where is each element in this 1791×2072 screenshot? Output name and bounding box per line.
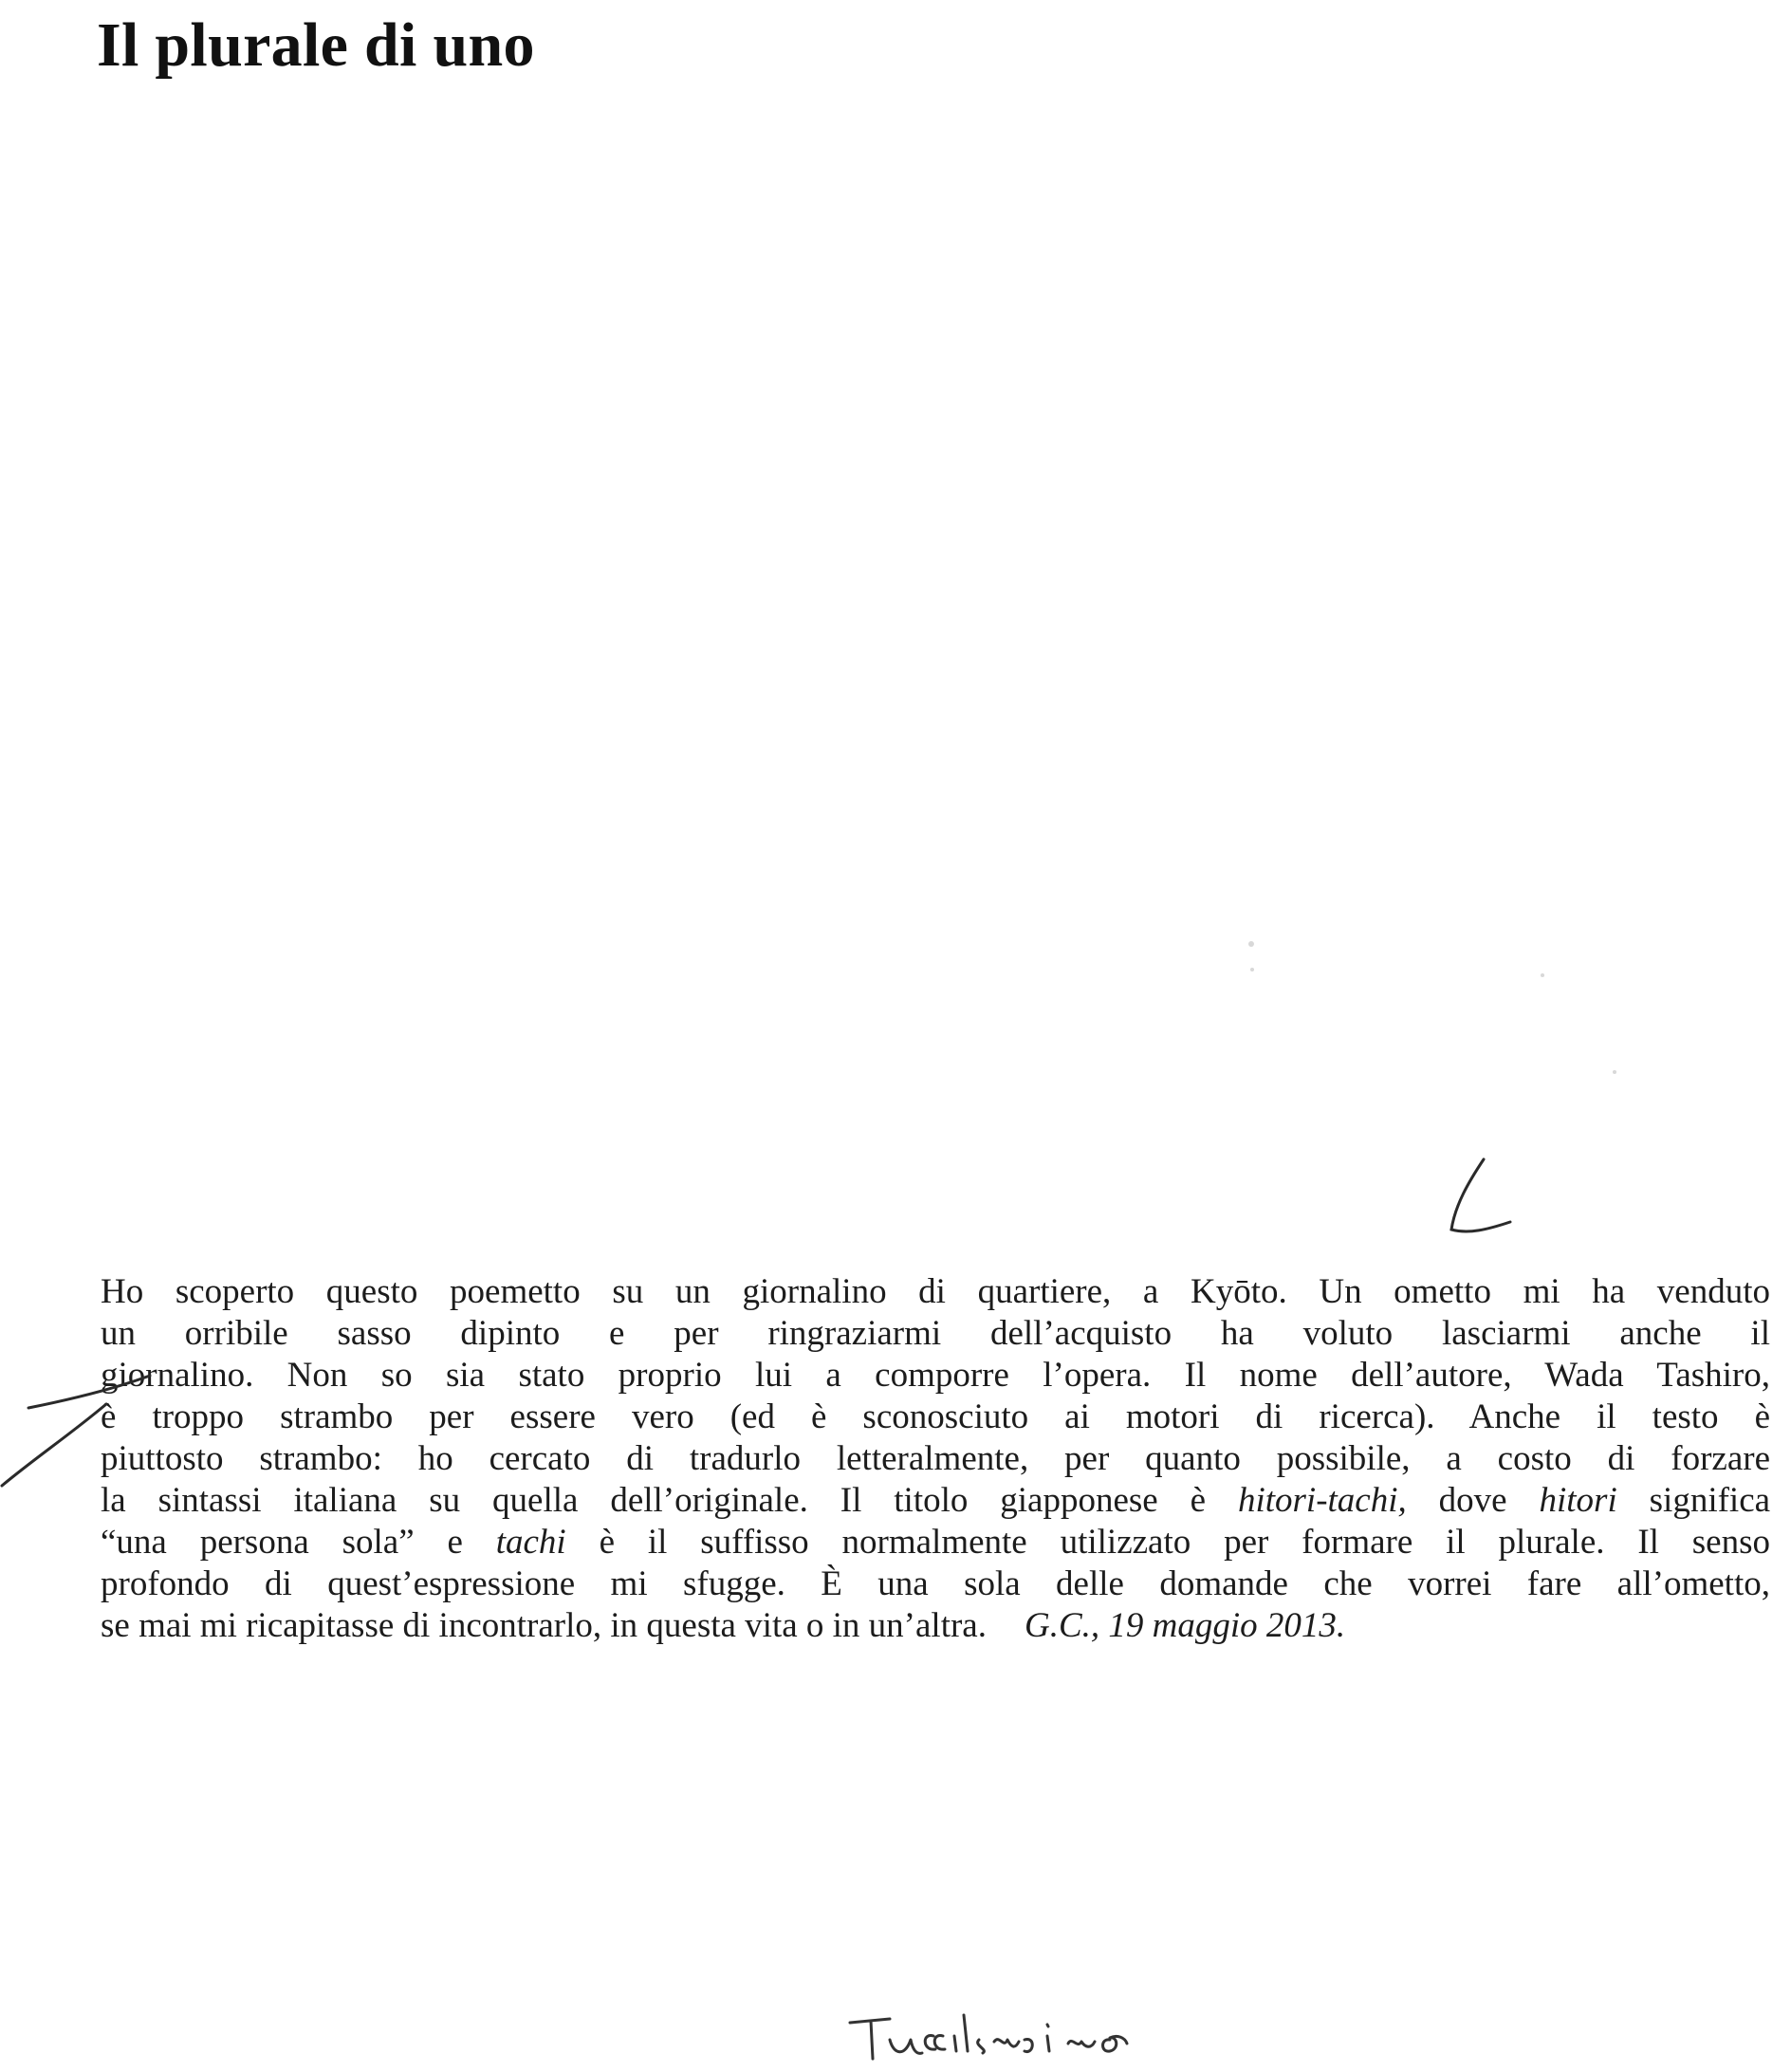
paragraph-line-6	[101, 1480, 1770, 1522]
paragraph-line-2: un orribile sasso dipinto e per ringraziarmi dell’acquisto ha voluto lasciarmi anche il	[101, 1314, 1770, 1353]
paragraph-line-9	[101, 1605, 1770, 1647]
term-hitori-tachi: hitori-tachi,	[1237, 1481, 1407, 1520]
signature-date: G.C., 19 maggio 2013.	[1024, 1606, 1346, 1645]
line-6-text-e: significa	[1649, 1481, 1771, 1520]
line-7-text-a: “una persona sola” e	[101, 1523, 463, 1562]
paragraph-line-1: Ho scoperto questo poemetto su un giornalino di quartiere, a Kyōto. Un ometto mi ha venduto	[101, 1272, 1770, 1311]
paragraph-line-5: piuttosto strambo: ho cercato di tradurlo letteralmente, per quanto possibile, a costo di forzare	[101, 1439, 1770, 1478]
body-paragraph	[101, 1271, 1770, 1647]
handwritten-note	[850, 2015, 1127, 2059]
term-hitori: hitori	[1539, 1481, 1617, 1520]
scan-speck	[1250, 968, 1254, 971]
paragraph-line-3: giornalino. Non so sia stato proprio lui a comporre l’opera. Il nome dell’autore, Wada Tashiro,	[101, 1356, 1770, 1395]
line-9-text: se mai mi ricapitasse di incontrarlo, in questa vita o in un’altra.	[101, 1606, 987, 1645]
page-title: Il plurale di uno	[97, 10, 535, 80]
line-6-text-a: la sintassi italiana su quella dell’originale. Il titolo giapponese è	[101, 1481, 1207, 1520]
line-7-text-c: è il suffisso normalmente utilizzato per formare il plurale. Il senso	[599, 1523, 1770, 1562]
line-6-text-c: dove	[1438, 1481, 1507, 1520]
scan-speck	[1248, 941, 1254, 947]
paragraph-line-8: profondo di quest’espressione mi sfugge. È una sola delle domande che vorrei fare all’ometto,	[101, 1564, 1770, 1603]
term-tachi: tachi	[495, 1523, 566, 1562]
handwritten-stroke-lower	[2, 1404, 106, 1486]
scan-speck	[1613, 1070, 1616, 1074]
paragraph-line-7	[101, 1522, 1770, 1563]
scan-speck	[1541, 973, 1544, 977]
paragraph-line-4: è troppo strambo per essere vero (ed è sconosciuto ai motori di ricerca). Anche il testo è	[101, 1397, 1770, 1436]
handwritten-arrow-mark	[1451, 1159, 1510, 1231]
